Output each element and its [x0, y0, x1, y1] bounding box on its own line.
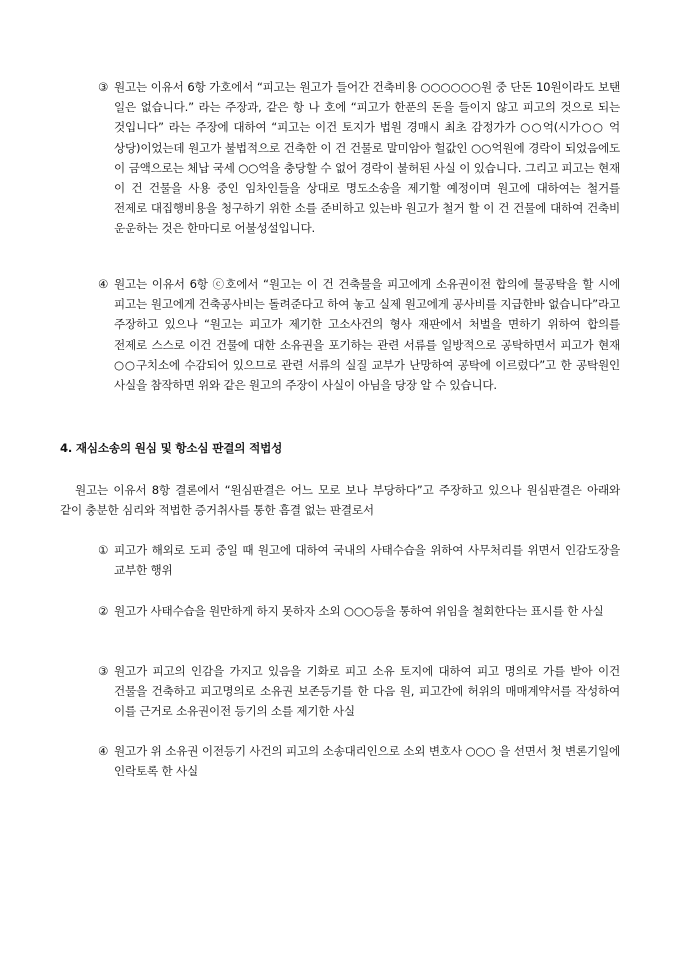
item-text: 원고가 피고의 인감을 가지고 있음을 기화로 피고 소유 토지에 대하여 피고 명의로 가를 받아 이건 건물을 건축하고 피고명의로 소유권 보존등기를 한 다음 원, 피고간에 허위의 매매계약서를 작성하여 이를 근거로 소유권이전 등기의 소를 제기한 사실: [114, 664, 620, 719]
item-marker: ①: [98, 543, 109, 557]
item-marker: ③: [98, 80, 109, 94]
item-marker: ④: [98, 277, 109, 291]
list-item: [98, 540, 620, 580]
section-heading: 4. 재심소송의 원심 및 항소심 판결의 적법성: [60, 441, 283, 455]
item-marker: ④: [98, 744, 109, 758]
list-item: [98, 77, 620, 239]
item-text: 원고는 이유서 6항 가호에서 “피고는 원고가 들어간 건축비용 ○○○○○○원 중 단돈 10원이라도 보탠 일은 없습니다.” 라는 주장과, 같은 항 나 호에 “피고가 한푼의 돈을 들이지 않고 피고의 것으로 되는 것입니다” 라는 주장에 대하여 “피고는 이건 토지가 법원 경매시 최초 감정가가 ○○억(시가○○ 억 상당)이었는데 원고가 불법적으로 건축한 이 건 건물로 말미암아 헐값인 ○○억원에 경락이 되었음에도 이 금액으로는 체납 국세 ○○억을 충당할 수 없어 경락이 불허된 사실 이 있습니다. 그리고 피고는 현재 이 건 건물을 사용 중인 임차인들을 상대로 명도소송을 제기할 예정이며 원고에 대하여는 철거를 전제로 대집행비용을 청구하기 위한 소를 준비하고 있는바 원고가 철거 할 이 건 건물에 대하여 건축비 운운하는 것은 한마디로 어불성설입니다.: [114, 80, 620, 236]
list-item: [98, 661, 620, 722]
item-text: 원고는 이유서 6항 ⓒ호에서 “원고는 이 건 건축물을 피고에게 소유권이전 합의에 물공탁을 할 시에 피고는 원고에게 건축공사비는 돌려준다고 하여 놓고 실제 원고에게 공사비를 지급한바 없습니다”라고 주장하고 있으나 “원고는 피고가 제기한 고소사건의 형사 재판에서 처벌을 면하기 위하여 합의를 전제로 스스로 이건 건물에 대한 소유권을 포기하는 관련 서류를 일방적으로 공탁하면서 피고가 현재 ○○구치소에 수감되어 있으므로 관련 서류의 실질 교부가 난망하여 공탁에 이르렀다”고 한 공탁원인 사실을 참작하면 위와 같은 원고의 주장이 사실이 아님을 당장 알 수 있습니다.: [114, 277, 620, 393]
item-text: 원고가 사태수습을 원만하게 하지 못하자 소외 ○○○등을 통하여 위임을 철회한다는 표시를 한 사실: [114, 604, 604, 618]
item-marker: ②: [98, 604, 109, 618]
item-marker: ③: [98, 664, 109, 678]
list-item: [98, 741, 620, 781]
list-item: [98, 601, 620, 621]
item-text: 피고가 해외로 도피 중일 때 원고에 대하여 국내의 사태수습을 위하여 사무처리를 위면서 인감도장을 교부한 행위: [114, 543, 620, 578]
intro-paragraph: 원고는 이유서 8항 결론에서 “원심판결은 어느 모로 보나 부당하다”고 주장하고 있으나 원심판결은 아래와 같이 충분한 심리와 적법한 증거취사를 통한 흠결 없는 판결로서: [60, 483, 620, 518]
list-item: [98, 274, 620, 395]
item-text: 원고가 위 소유권 이전등기 사건의 피고의 소송대리인으로 소외 변호사 ○○○ 을 선면서 첫 변론기일에 인락토록 한 사실: [114, 744, 620, 779]
